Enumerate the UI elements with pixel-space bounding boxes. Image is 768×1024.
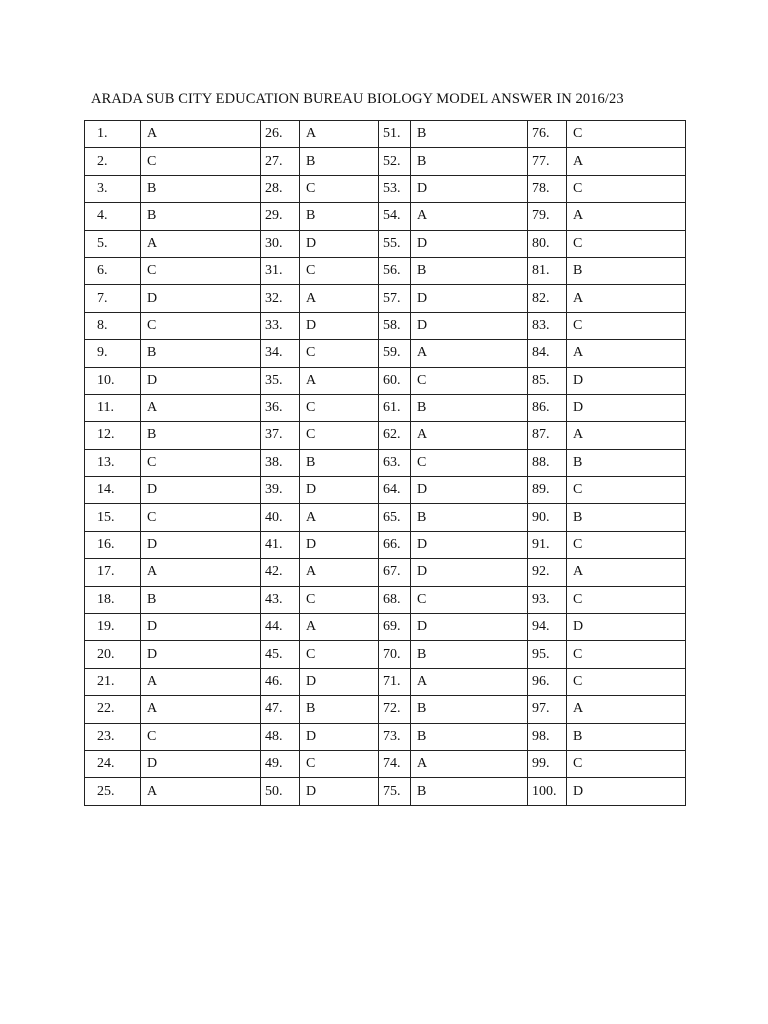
answer-table xyxy=(84,120,686,806)
table-row xyxy=(85,531,686,558)
question-number: 65. xyxy=(379,504,411,531)
table-row xyxy=(85,586,686,613)
answer-letter: C xyxy=(300,750,379,777)
question-number: 18. xyxy=(85,586,141,613)
answer-letter: B xyxy=(411,394,528,421)
question-number: 50. xyxy=(261,778,300,805)
answer-letter: A xyxy=(141,778,261,805)
question-number: 51. xyxy=(379,121,411,148)
question-number: 30. xyxy=(261,230,300,257)
question-number: 63. xyxy=(379,449,411,476)
table-row xyxy=(85,312,686,339)
answer-letter: D xyxy=(141,750,261,777)
question-number: 26. xyxy=(261,121,300,148)
question-number: 72. xyxy=(379,696,411,723)
question-number: 34. xyxy=(261,340,300,367)
question-number: 28. xyxy=(261,175,300,202)
answer-letter: B xyxy=(411,121,528,148)
answer-letter: D xyxy=(411,477,528,504)
question-number: 95. xyxy=(528,641,567,668)
answer-letter: C xyxy=(141,148,261,175)
answer-letter: A xyxy=(300,559,379,586)
question-number: 24. xyxy=(85,750,141,777)
question-number: 55. xyxy=(379,230,411,257)
answer-letter: C xyxy=(300,257,379,284)
question-number: 13. xyxy=(85,449,141,476)
question-number: 88. xyxy=(528,449,567,476)
question-number: 64. xyxy=(379,477,411,504)
answer-letter: C xyxy=(300,340,379,367)
answer-letter: A xyxy=(141,696,261,723)
answer-letter: C xyxy=(567,531,686,558)
answer-letter: D xyxy=(141,531,261,558)
question-number: 39. xyxy=(261,477,300,504)
question-number: 31. xyxy=(261,257,300,284)
question-number: 71. xyxy=(379,668,411,695)
question-number: 57. xyxy=(379,285,411,312)
question-number: 47. xyxy=(261,696,300,723)
question-number: 15. xyxy=(85,504,141,531)
answer-letter: A xyxy=(567,340,686,367)
question-number: 42. xyxy=(261,559,300,586)
question-number: 62. xyxy=(379,422,411,449)
answer-letter: A xyxy=(141,394,261,421)
table-row xyxy=(85,340,686,367)
question-number: 82. xyxy=(528,285,567,312)
answer-letter: A xyxy=(141,559,261,586)
answer-letter: C xyxy=(567,586,686,613)
question-number: 25. xyxy=(85,778,141,805)
answer-letter: A xyxy=(411,422,528,449)
question-number: 85. xyxy=(528,367,567,394)
question-number: 99. xyxy=(528,750,567,777)
question-number: 74. xyxy=(379,750,411,777)
table-row xyxy=(85,257,686,284)
question-number: 83. xyxy=(528,312,567,339)
table-row xyxy=(85,175,686,202)
answer-letter: A xyxy=(300,285,379,312)
question-number: 29. xyxy=(261,203,300,230)
answer-letter: B xyxy=(567,504,686,531)
question-number: 19. xyxy=(85,614,141,641)
answer-letter: B xyxy=(300,449,379,476)
question-number: 12. xyxy=(85,422,141,449)
table-row xyxy=(85,614,686,641)
answer-letter: A xyxy=(567,203,686,230)
question-number: 22. xyxy=(85,696,141,723)
answer-letter: D xyxy=(411,559,528,586)
answer-letter: A xyxy=(567,696,686,723)
question-number: 16. xyxy=(85,531,141,558)
question-number: 32. xyxy=(261,285,300,312)
table-row xyxy=(85,750,686,777)
question-number: 8. xyxy=(85,312,141,339)
question-number: 61. xyxy=(379,394,411,421)
table-row xyxy=(85,723,686,750)
answer-letter: B xyxy=(411,504,528,531)
question-number: 5. xyxy=(85,230,141,257)
answer-letter: B xyxy=(141,175,261,202)
table-row xyxy=(85,559,686,586)
answer-letter: C xyxy=(411,449,528,476)
answer-letter: D xyxy=(300,477,379,504)
question-number: 75. xyxy=(379,778,411,805)
question-number: 41. xyxy=(261,531,300,558)
answer-letter: C xyxy=(411,367,528,394)
question-number: 69. xyxy=(379,614,411,641)
answer-letter: D xyxy=(300,778,379,805)
question-number: 77. xyxy=(528,148,567,175)
question-number: 46. xyxy=(261,668,300,695)
question-number: 20. xyxy=(85,641,141,668)
question-number: 91. xyxy=(528,531,567,558)
table-row xyxy=(85,504,686,531)
table-row xyxy=(85,449,686,476)
answer-letter: C xyxy=(567,312,686,339)
table-row xyxy=(85,148,686,175)
question-number: 35. xyxy=(261,367,300,394)
answer-letter: D xyxy=(411,230,528,257)
question-number: 23. xyxy=(85,723,141,750)
question-number: 10. xyxy=(85,367,141,394)
question-number: 90. xyxy=(528,504,567,531)
answer-letter: B xyxy=(141,422,261,449)
question-number: 94. xyxy=(528,614,567,641)
question-number: 21. xyxy=(85,668,141,695)
answer-letter: B xyxy=(567,449,686,476)
question-number: 97. xyxy=(528,696,567,723)
table-row xyxy=(85,121,686,148)
question-number: 33. xyxy=(261,312,300,339)
answer-letter: D xyxy=(141,477,261,504)
question-number: 43. xyxy=(261,586,300,613)
question-number: 87. xyxy=(528,422,567,449)
question-number: 73. xyxy=(379,723,411,750)
question-number: 81. xyxy=(528,257,567,284)
question-number: 37. xyxy=(261,422,300,449)
table-row xyxy=(85,367,686,394)
question-number: 53. xyxy=(379,175,411,202)
answer-letter: D xyxy=(567,614,686,641)
answer-letter: C xyxy=(567,230,686,257)
answer-letter: C xyxy=(567,750,686,777)
answer-letter: D xyxy=(141,614,261,641)
answer-letter: A xyxy=(141,668,261,695)
answer-letter: C xyxy=(300,175,379,202)
answer-letter: C xyxy=(567,175,686,202)
answer-letter: C xyxy=(300,641,379,668)
answer-letter: C xyxy=(141,312,261,339)
question-number: 60. xyxy=(379,367,411,394)
answer-letter: D xyxy=(300,312,379,339)
question-number: 96. xyxy=(528,668,567,695)
answer-letter: C xyxy=(141,504,261,531)
question-number: 49. xyxy=(261,750,300,777)
question-number: 100. xyxy=(528,778,567,805)
answer-letter: D xyxy=(300,531,379,558)
question-number: 9. xyxy=(85,340,141,367)
answer-letter: C xyxy=(411,586,528,613)
answer-letter: D xyxy=(300,723,379,750)
question-number: 4. xyxy=(85,203,141,230)
question-number: 80. xyxy=(528,230,567,257)
answer-letter: B xyxy=(300,148,379,175)
question-number: 59. xyxy=(379,340,411,367)
answer-letter: A xyxy=(567,559,686,586)
answer-letter: B xyxy=(141,586,261,613)
question-number: 7. xyxy=(85,285,141,312)
answer-letter: A xyxy=(300,121,379,148)
answer-letter: A xyxy=(411,750,528,777)
question-number: 58. xyxy=(379,312,411,339)
table-row xyxy=(85,668,686,695)
answer-letter: D xyxy=(411,531,528,558)
question-number: 84. xyxy=(528,340,567,367)
question-number: 38. xyxy=(261,449,300,476)
question-number: 78. xyxy=(528,175,567,202)
question-number: 3. xyxy=(85,175,141,202)
answer-letter: B xyxy=(411,778,528,805)
question-number: 92. xyxy=(528,559,567,586)
answer-letter: B xyxy=(411,641,528,668)
question-number: 76. xyxy=(528,121,567,148)
page-title: ARADA SUB CITY EDUCATION BUREAU BIOLOGY MODEL ANSWER IN 2016/23 xyxy=(91,91,624,107)
answer-letter: A xyxy=(300,504,379,531)
question-number: 86. xyxy=(528,394,567,421)
question-number: 56. xyxy=(379,257,411,284)
answer-letter: C xyxy=(567,477,686,504)
table-row xyxy=(85,230,686,257)
answer-letter: C xyxy=(300,394,379,421)
table-row xyxy=(85,696,686,723)
question-number: 52. xyxy=(379,148,411,175)
table-row xyxy=(85,422,686,449)
answer-letter: B xyxy=(141,340,261,367)
table-row xyxy=(85,203,686,230)
answer-letter: B xyxy=(411,257,528,284)
answer-letter: A xyxy=(567,285,686,312)
question-number: 98. xyxy=(528,723,567,750)
answer-letter: B xyxy=(141,203,261,230)
question-number: 11. xyxy=(85,394,141,421)
answer-letter: B xyxy=(411,723,528,750)
answer-letter: D xyxy=(141,285,261,312)
question-number: 45. xyxy=(261,641,300,668)
answer-letter: B xyxy=(411,696,528,723)
answer-letter: A xyxy=(411,668,528,695)
answer-letter: D xyxy=(411,285,528,312)
question-number: 67. xyxy=(379,559,411,586)
answer-letter: A xyxy=(300,367,379,394)
answer-letter: D xyxy=(567,394,686,421)
question-number: 6. xyxy=(85,257,141,284)
answer-letter: C xyxy=(141,723,261,750)
answer-letter: B xyxy=(567,723,686,750)
answer-letter: B xyxy=(300,203,379,230)
answer-letter: A xyxy=(411,203,528,230)
answer-letter: B xyxy=(411,148,528,175)
answer-letter: D xyxy=(567,778,686,805)
answer-letter: A xyxy=(141,230,261,257)
answer-letter: C xyxy=(567,121,686,148)
question-number: 36. xyxy=(261,394,300,421)
answer-letter: D xyxy=(411,614,528,641)
question-number: 89. xyxy=(528,477,567,504)
table-row xyxy=(85,394,686,421)
question-number: 79. xyxy=(528,203,567,230)
question-number: 66. xyxy=(379,531,411,558)
answer-letter: C xyxy=(300,586,379,613)
question-number: 27. xyxy=(261,148,300,175)
question-number: 40. xyxy=(261,504,300,531)
table-row xyxy=(85,477,686,504)
answer-letter: D xyxy=(300,668,379,695)
table-row xyxy=(85,778,686,805)
answer-letter: A xyxy=(300,614,379,641)
question-number: 14. xyxy=(85,477,141,504)
question-number: 54. xyxy=(379,203,411,230)
answer-letter: D xyxy=(141,641,261,668)
question-number: 68. xyxy=(379,586,411,613)
answer-letter: A xyxy=(567,422,686,449)
question-number: 48. xyxy=(261,723,300,750)
answer-letter: B xyxy=(567,257,686,284)
answer-letter: D xyxy=(411,312,528,339)
table-row xyxy=(85,641,686,668)
question-number: 17. xyxy=(85,559,141,586)
answer-letter: D xyxy=(567,367,686,394)
table-row xyxy=(85,285,686,312)
answer-letter: C xyxy=(141,257,261,284)
answer-letter: A xyxy=(141,121,261,148)
answer-letter: C xyxy=(300,422,379,449)
question-number: 2. xyxy=(85,148,141,175)
answer-letter: C xyxy=(567,668,686,695)
answer-letter: A xyxy=(411,340,528,367)
answer-letter: A xyxy=(567,148,686,175)
answer-letter: C xyxy=(567,641,686,668)
answer-letter: D xyxy=(141,367,261,394)
question-number: 44. xyxy=(261,614,300,641)
question-number: 70. xyxy=(379,641,411,668)
answer-letter: D xyxy=(411,175,528,202)
question-number: 1. xyxy=(85,121,141,148)
answer-letter: B xyxy=(300,696,379,723)
question-number: 93. xyxy=(528,586,567,613)
answer-letter: C xyxy=(141,449,261,476)
answer-letter: D xyxy=(300,230,379,257)
